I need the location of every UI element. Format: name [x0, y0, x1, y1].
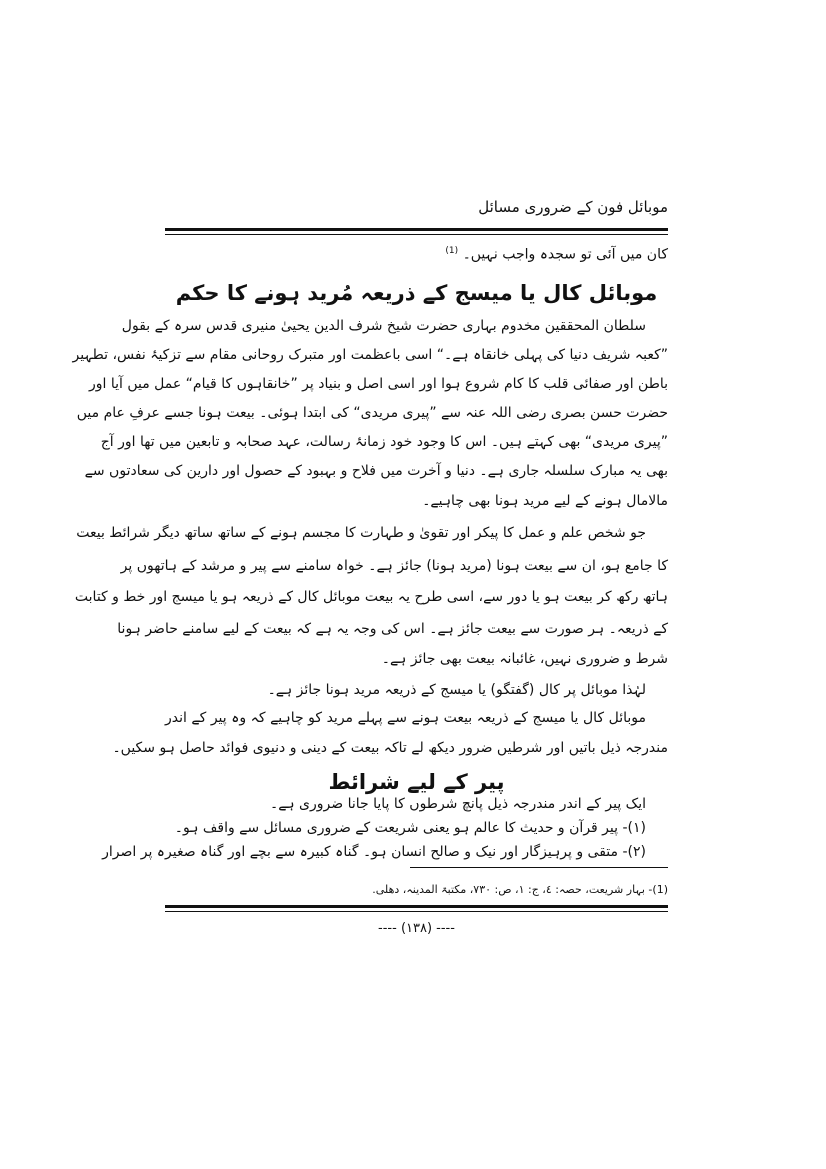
intro-text: کان میں آئی تو سجدہ واجب نہیں۔ — [462, 246, 668, 263]
paragraph-line: کے ذریعہ۔ ہر صورت سے بیعت جائز ہے۔ اس کی وجہ یہ ہے کہ بیعت کے لیے سامنے حاضر ہونا — [117, 621, 668, 637]
section-heading: پیر کے لیے شرائط — [328, 770, 505, 794]
paragraph-line: موبائل کال یا میسج کے ذریعہ بیعت ہونے سے پہلے مرید کو چاہیے کہ وہ پیر کے اندر — [165, 710, 646, 726]
paragraph-line: ہاتھ رکھ کر بیعت ہو یا دور سے، اسی طرح یہ بیعت موبائل کال کے ذریعہ ہو یا میسج اور خط و کتابت — [74, 589, 668, 605]
footer-rule-thin — [165, 911, 668, 912]
paragraph-line: مالامال ہونے کے لیے مرید ہونا بھی چاہیے۔ — [422, 493, 668, 509]
intro-line — [165, 240, 668, 266]
footer-rule — [165, 905, 668, 908]
paragraph-line: ”پیری مریدی“ بھی کہتے ہیں۔ اس کا وجود خود زمانۂ رسالت، عہد صحابہ و تابعین میں تھا اور آج — [100, 434, 668, 450]
section-heading: موبائل کال یا میسج کے ذریعہ مُرید ہونے کا حکم — [175, 281, 658, 305]
list-item: (۲)- متقی و پرہیزگار اور نیک و صالح انسان ہو۔ گناہ کبیرہ سے بچے اور گناہ صغیرہ پر اصرار — [102, 844, 646, 860]
paragraph-line: مندرجہ ذیل باتیں اور شرطیں ضرور دیکھ لے تاکہ بیعت کے دینی و دنیوی فوائد حاصل ہو سکیں۔ — [112, 740, 668, 756]
paragraph-line: ”کعبہ شریف دنیا کی پہلی خانقاہ ہے۔“ اسی باعظمت اور متبرک روحانی مقام سے تزکیۂ نفس، تطہیر — [72, 347, 668, 363]
paragraph-line: ایک پیر کے اندر مندرجہ ذیل پانچ شرطوں کا پایا جانا ضروری ہے۔ — [270, 796, 646, 812]
paragraph-line: لہٰذا موبائل پر کال (گفتگو) یا میسج کے ذریعہ مرید ہونا جائز ہے۔ — [267, 682, 646, 698]
footnote-mark: (1) — [445, 246, 459, 256]
paragraph-line: جو شخص علم و عمل کا پیکر اور تقویٰ و طہارت کا مجسم ہونے کے ساتھ ساتھ دیگر شرائط بیعت — [76, 525, 646, 541]
list-item: (۱)- پیر قرآن و حدیث کا عالم ہو یعنی شریعت کے ضروری مسائل سے واقف ہو۔ — [174, 820, 646, 836]
paragraph-line: باطن اور صفائی قلب کا کام شروع ہوا اور اسی اصل و بنیاد پر ”خانقاہوں کا قیام“ عمل میں آیا اور — [88, 376, 668, 392]
paragraph-line: بھی یہ مبارک سلسلہ جاری ہے۔ دنیا و آخرت میں فلاح و بہبود کے حصول اور دارین کی سعادتوں سے — [84, 463, 668, 479]
header-rule — [165, 228, 668, 231]
page-number: ---- (۱۳۸) ---- — [378, 921, 455, 936]
running-title: موبائل فون کے ضروری مسائل — [478, 198, 668, 216]
paragraph-line: حضرت حسن بصری رضی اللہ عنہ سے ”پیری مریدی“ کی ابتدا ہوئی۔ بیعت ہونا جسے عرفِ عام میں — [76, 405, 668, 421]
paragraph-line: شرط و ضروری نہیں، غائبانہ بیعت بھی جائز ہے۔ — [381, 651, 668, 667]
header-rule-thin — [165, 234, 668, 235]
footnote: (1)- بہار شریعت، حصہ: ٤، ج: ١، ص: ٧٣٠، مکتبۃ المدینہ، دھلی. — [372, 883, 668, 896]
footnote-rule — [410, 867, 668, 868]
paragraph-line: سلطان المحققین مخدوم بہاری حضرت شیخ شرف الدین یحییٰ منیری قدس سرہ کے بقول — [121, 318, 646, 334]
paragraph-line: کا جامع ہو، ان سے بیعت ہونا (مرید ہونا) جائز ہے۔ خواہ سامنے سے پیر و مرشد کے ہاتھوں پر — [120, 558, 668, 574]
